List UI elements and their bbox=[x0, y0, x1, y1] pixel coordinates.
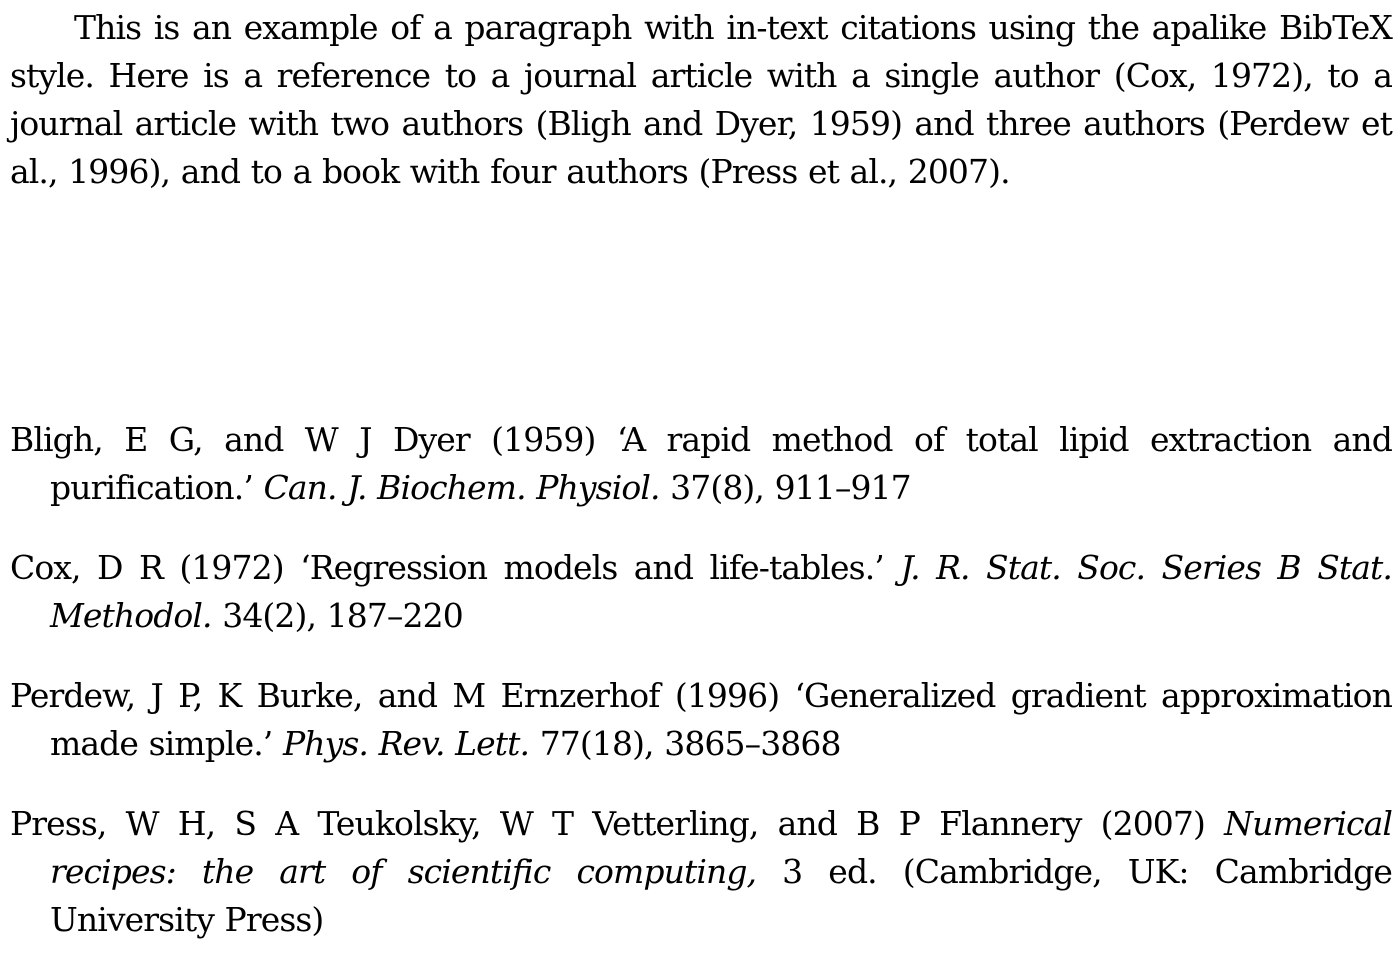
bib-entry-perdew bbox=[10, 672, 1392, 768]
bib-entry-details: 77(18), 3865–3868 bbox=[529, 724, 841, 763]
bib-entry-venue: J. R. Stat. Soc. Series B Stat. Methodol. bbox=[50, 548, 1392, 635]
bib-entry-details: 3 ed. (Cambridge, UK: Cambridge University Press) bbox=[50, 852, 1392, 939]
bib-entry-main-text: Bligh, E G, and W J Dyer (1959) ‘A rapid method of total lipid extraction and purification.’ bbox=[10, 420, 1392, 507]
body-paragraph: This is an example of a paragraph with in-text citations using the apalike BibTeX style. Here is a reference to a journal article with a single author (Cox, 1972), to a journal article with two authors (Bligh and Dyer, 1959) and three authors (Perdew et al., 1996), and to a book with four authors (Press et al., 2007). bbox=[10, 8, 1392, 191]
bib-entry-main-text: Press, W H, S A Teukolsky, W T Vetterling, and B P Flannery (2007) bbox=[10, 804, 1225, 843]
bib-entry-venue: Phys. Rev. Lett. bbox=[282, 724, 530, 763]
bib-entry-venue: Numerical recipes: the art of scientific computing, bbox=[50, 804, 1392, 891]
bib-entry-details: 37(8), 911–917 bbox=[659, 468, 911, 507]
bib-entry-press bbox=[10, 800, 1392, 944]
bibliography-list bbox=[10, 416, 1392, 976]
bib-entry-main-text: Cox, D R (1972) ‘Regression models and life-tables.’ bbox=[10, 548, 901, 587]
bib-entry-main-text: Perdew, J P, K Burke, and M Ernzerhof (1996) ‘Generalized gradient approximation made simple.’ bbox=[10, 676, 1392, 763]
bib-entry-cox bbox=[10, 544, 1392, 640]
bib-entry-details: 34(2), 187–220 bbox=[211, 596, 463, 635]
bib-entry-venue: Can. J. Biochem. Physiol. bbox=[263, 468, 660, 507]
bib-entry-bligh bbox=[10, 416, 1392, 512]
